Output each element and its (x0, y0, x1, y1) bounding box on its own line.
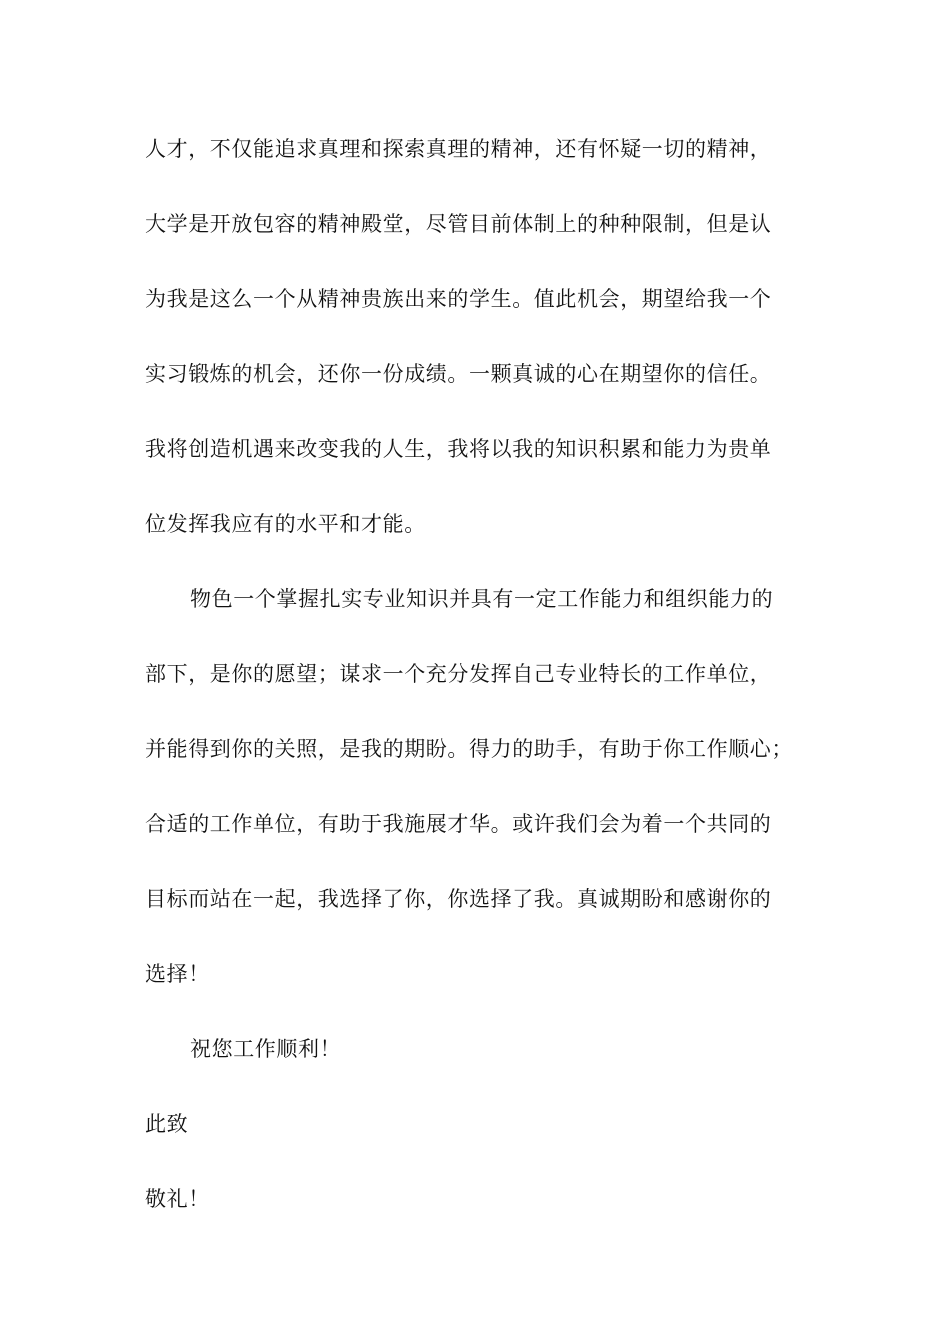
paragraph-line: 合适的工作单位，有助于我施展才华。或许我们会为着一个共同的 (145, 812, 772, 836)
paragraph-line: 我将创造机遇来改变我的人生，我将以我的知识积累和能力为贵单 (145, 437, 772, 461)
paragraph-line: 位发挥我应有的水平和才能。 (145, 512, 426, 536)
paragraph-line: 人才，不仅能追求真理和探索真理的精神，还有怀疑一切的精神， (145, 137, 772, 161)
closing-salutation: 此致 (145, 1112, 189, 1136)
paragraph-line: 部下，是你的愿望；谋求一个充分发挥自己专业特长的工作单位， (145, 662, 772, 686)
paragraph-line: 为我是这么一个从精神贵族出来的学生。值此机会，期望给我一个 (145, 287, 772, 311)
paragraph-line: 选择！ (145, 962, 210, 986)
paragraph-line: 目标而站在一起，我选择了你，你选择了我。真诚期盼和感谢你的 (145, 887, 772, 911)
closing-wish: 祝您工作顺利！ (190, 1037, 342, 1061)
paragraph-line: 并能得到你的关照，是我的期盼。得力的助手，有助于你工作顺心； (145, 737, 793, 761)
paragraph-line: 大学是开放包容的精神殿堂，尽管目前体制上的种种限制，但是认 (145, 212, 772, 236)
paragraph-line: 实习锻炼的机会，还你一份成绩。一颗真诚的心在期望你的信任。 (145, 362, 772, 386)
paragraph-line: 物色一个掌握扎实专业知识并具有一定工作能力和组织能力的 (190, 587, 774, 611)
closing-regards: 敬礼！ (145, 1187, 210, 1211)
